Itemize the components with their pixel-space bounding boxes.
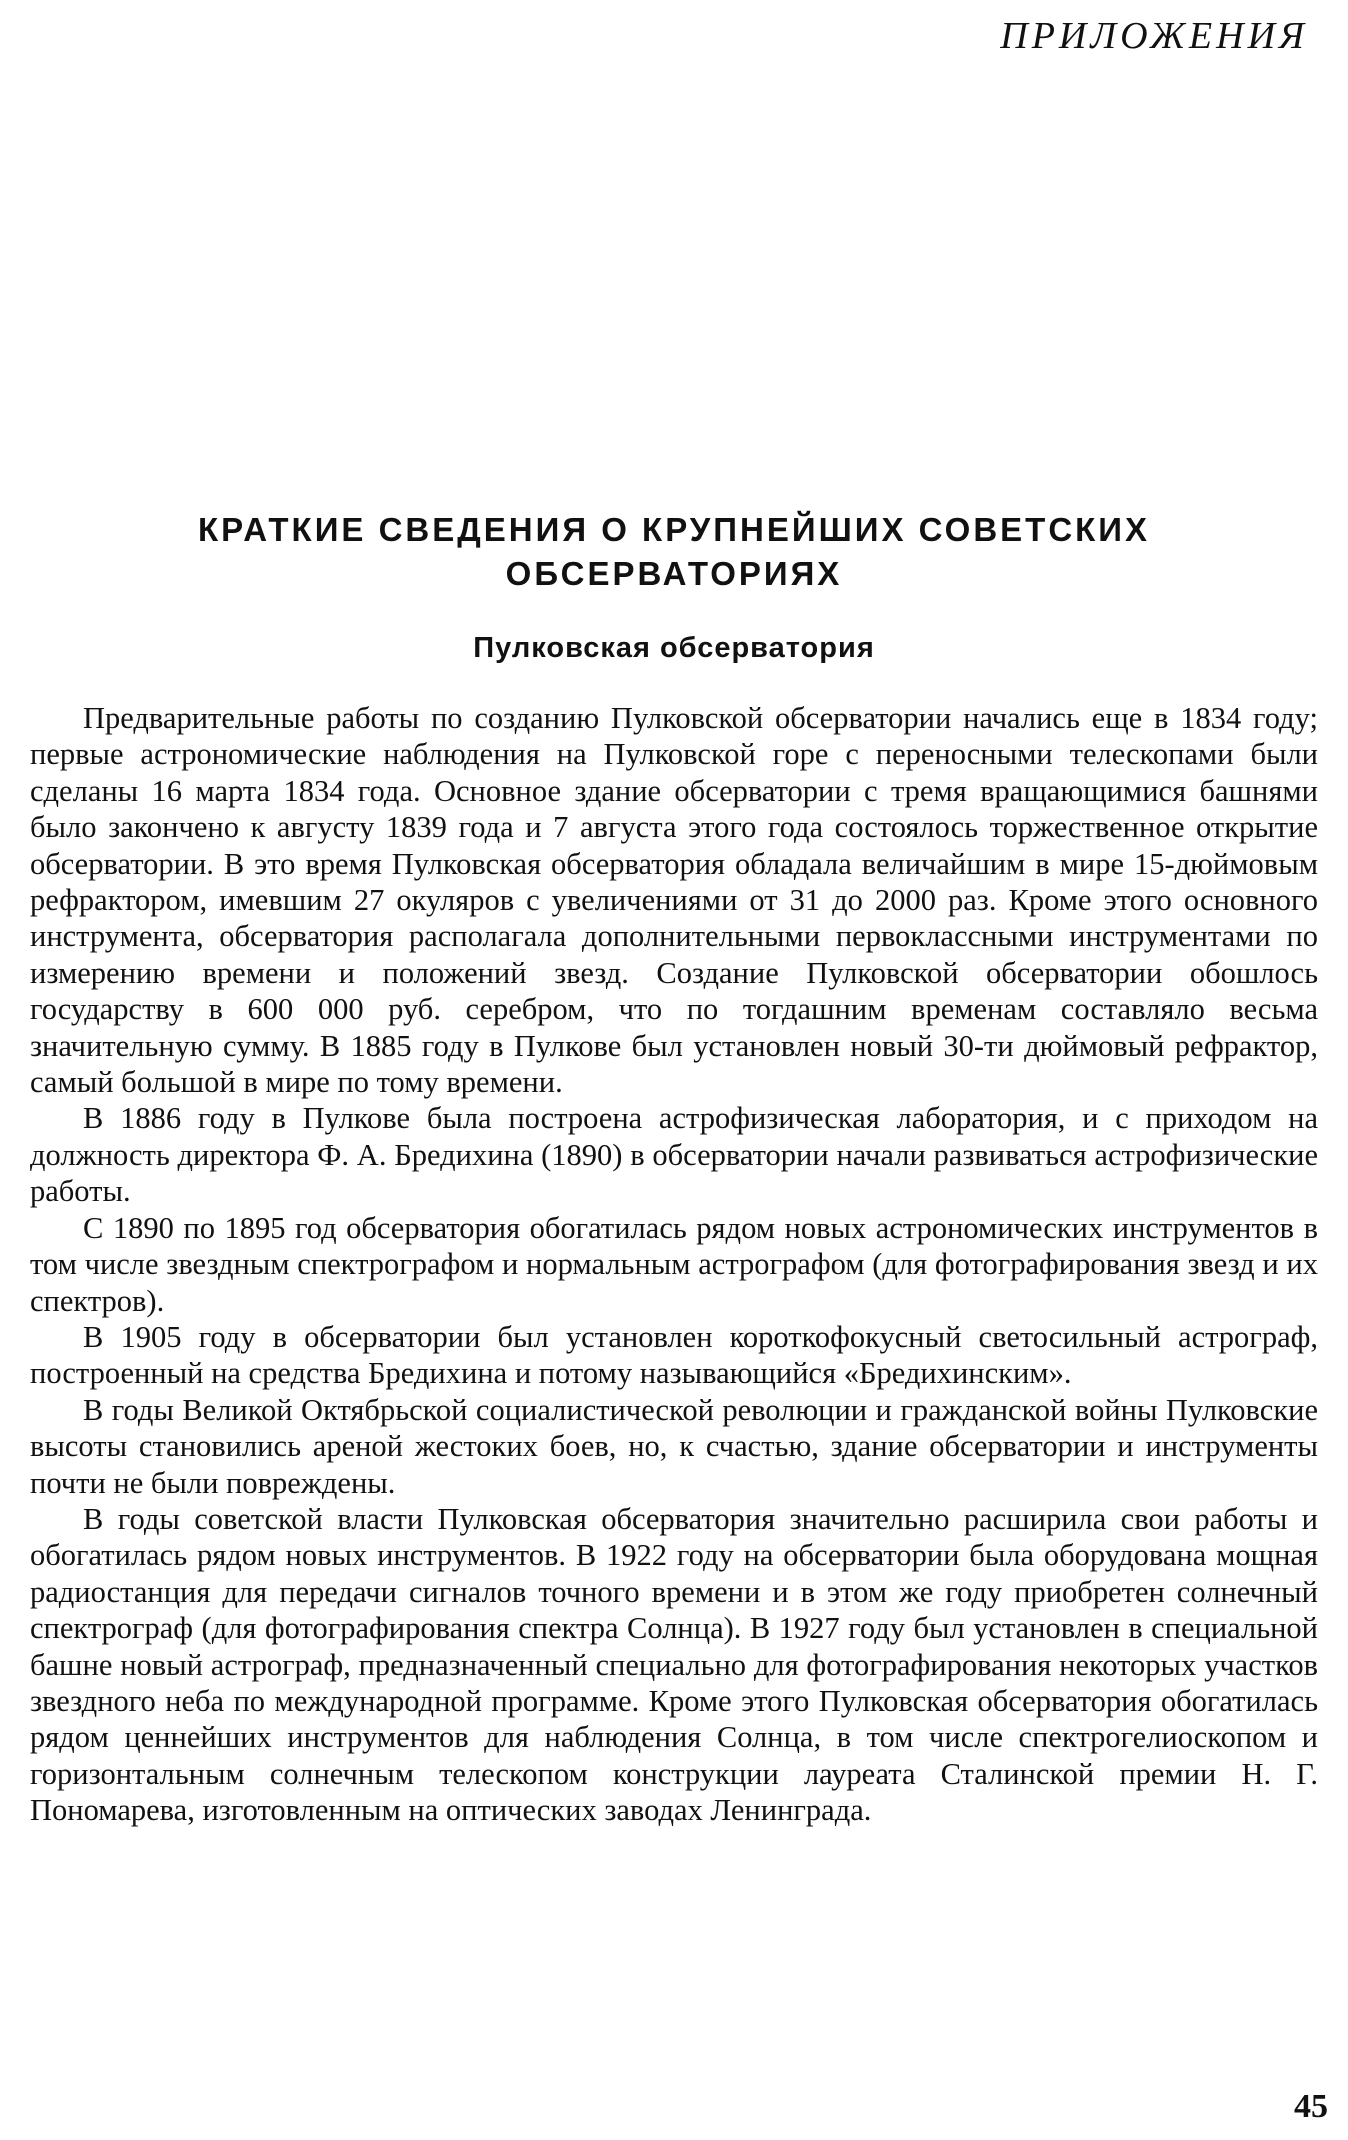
paragraph: Предварительные работы по созданию Пулковской обсерватории начались еще в 1834 году; первые астрономические наблюдения на Пулковской горе с переносными телескопами были сделаны 16 марта 1834 года. Основное здание обсерватории с тремя вращающимися башнями было закончено к августу 1839 года и 7 августа этого года состоялось торжественное открытие обсерватории. В это время Пулковская обсерватория обладала величайшим в мире 15-дюймовым рефрактором, имевшим 27 окуляров с увеличениями от 31 до 2000 раз. Кроме этого основного инструмента, обсерватория располагала дополнительными первоклассными инструментами по измерению времени и положений звезд. Создание Пулковской обсерватории обошлось государству в 600 000 руб. серебром, что по тогдашним временам составляло весьма значительную сумму. В 1885 году в Пулкове был установлен новый 30-ти дюймовый рефрактор, самый большой в мире по тому времени. (30, 701, 1318, 1100)
paragraph: С 1890 по 1895 год обсерватория обогатилась рядом новых астрономических инструментов в том числе звездным спектрографом и нормальным астрографом (для фотографирования звезд и их спектров). (30, 1210, 1318, 1318)
paragraph: В 1905 году в обсерватории был установлен короткофокусный светосильный астрограф, построенный на средства Бредихина и потому называющийся «Бредихинским». (30, 1319, 1318, 1391)
section-heading: Пулковская обсерватория (473, 632, 875, 664)
running-head: ПРИЛОЖЕНИЯ (1000, 15, 1308, 57)
page-title: КРАТКИЕ СВЕДЕНИЯ О КРУПНЕЙШИХ СОВЕТСКИХ ОБСЕРВАТОРИЯХ (197, 511, 1151, 592)
body-text (30, 700, 1318, 1829)
paragraph: В годы советской власти Пулковская обсерватория значительно расширила свои работы и обогатилась рядом новых инструментов. В 1922 году на обсерватории была оборудована мощная радиостанция для передачи сигналов точного времени и в этом же году приобретен солнечный спектрограф (для фотографирования спектра Солнца). В 1927 году был установлен в специальной башне новый астрограф, предназначенный специально для фотографирования некоторых участков звездного неба по международной программе. Кроме этого Пулковская обсерватория обогатилась рядом ценнейших инструментов для наблюдения Солнца, в том числе спектрогелиоскопом и горизонтальным солнечным телескопом конструкции лауреата Сталинской премии Н. Г. Пономарева, изготовленным на оптических заводах Ленинграда. (30, 1501, 1318, 1828)
paragraph: В 1886 году в Пулкове была построена астрофизическая лаборатория, и с приходом на должность директора Ф. А. Бредихина (1890) в обсерватории начали развиваться астрофизические работы. (30, 1101, 1318, 1209)
paragraph: В годы Великой Октябрьской социалистической революции и гражданской войны Пулковские высоты становились ареной жестоких боев, но, к счастью, здание обсерватории и инструменты почти не были повреждены. (30, 1392, 1318, 1500)
page-number: 45 (1294, 2088, 1328, 2125)
